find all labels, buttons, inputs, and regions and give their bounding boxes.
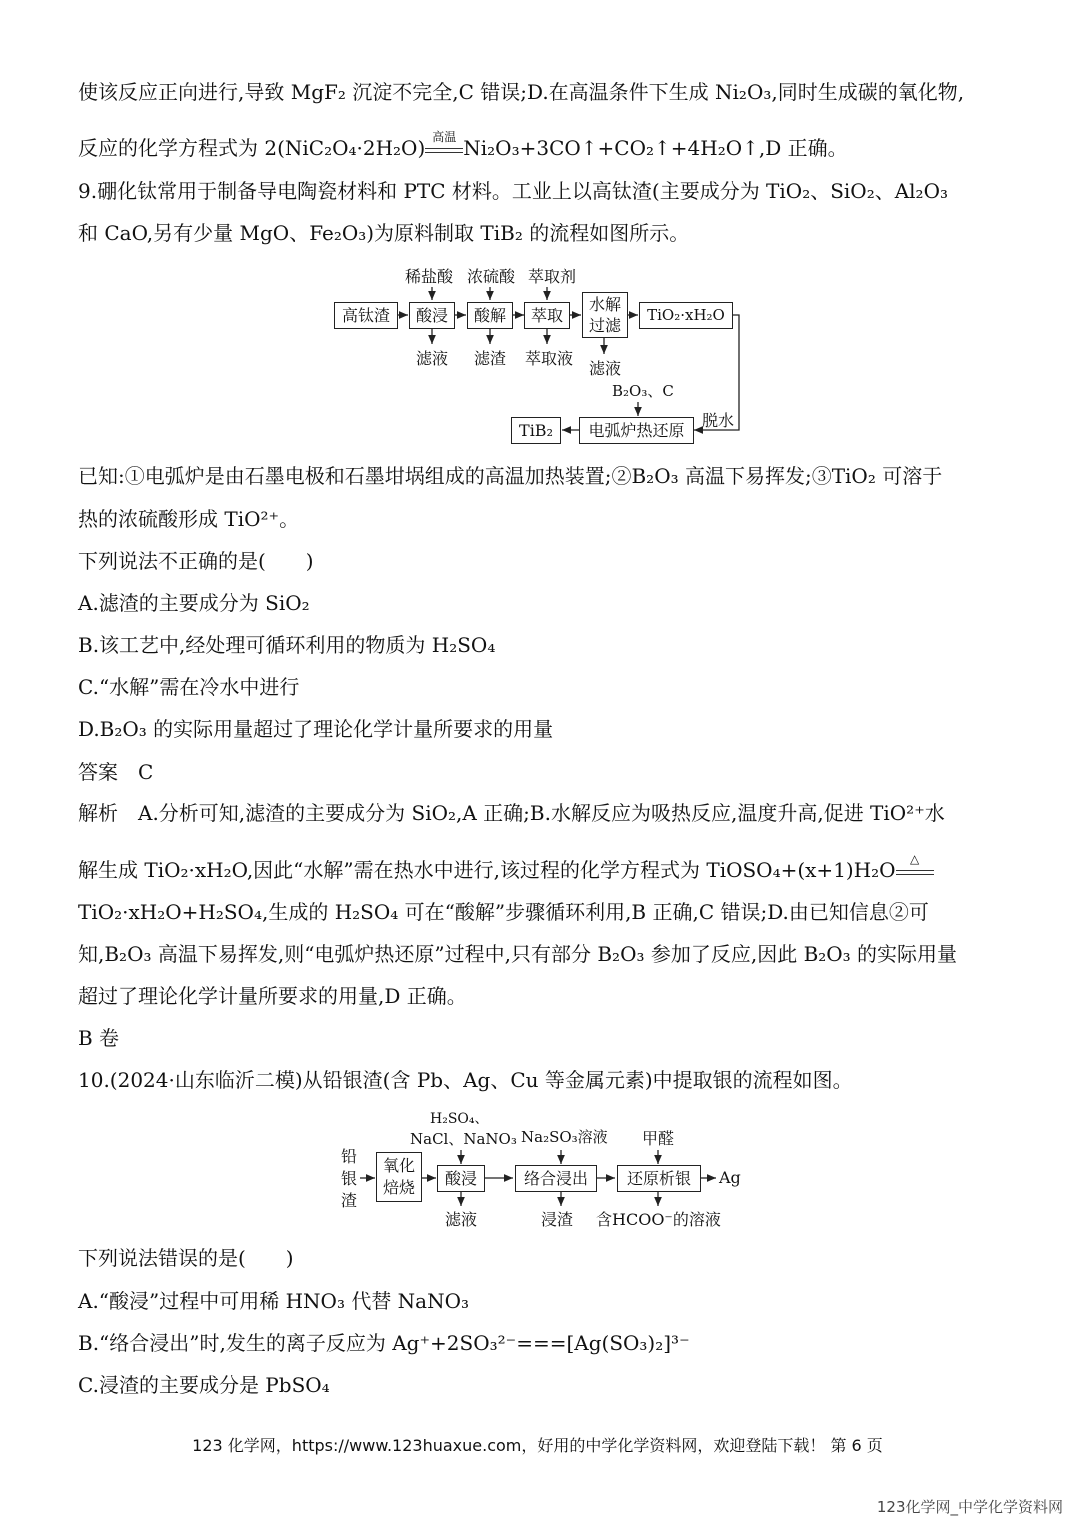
box-suanjin: 酸浸 (437, 1165, 485, 1192)
box-yanghua-beishao: 氧化焙烧 (376, 1152, 422, 1202)
box-dianhulu-rehuanyuan: 电弧炉热还原 (579, 417, 694, 444)
option-c: C.浸渣的主要成分是 PbSO₄ (78, 1373, 330, 1397)
side-label: 脱水 (702, 411, 735, 430)
option-b: B.“络合浸出”时,发生的离子反应为 Ag⁺+2SO₃²⁻===[Ag(SO₃)₂]³⁻ (78, 1331, 690, 1355)
page-footer: 123 化学网，https://www.123huaxue.com，好用的中学化学资料网，欢迎登陆下载！ 第 6 页 (192, 1436, 883, 1455)
input-label: 萃取剂 (528, 267, 577, 286)
option-a: A.滤渣的主要成分为 SiO₂ (78, 591, 310, 615)
box-luohe-jinchu: 络合浸出 (515, 1165, 597, 1192)
known-info: 已知:①电弧炉是由石墨电极和石墨坩埚组成的高温加热装置;②B₂O₃ 高温下易挥发;③TiO₂ 可溶于 (78, 464, 943, 488)
text-line: 使该反应正向进行,导致 MgF₂ 沉淀不完全,C 错误;D.在高温条件下生成 Ni₂O₃,同时生成碳的氧化物, (78, 80, 965, 104)
input-label: 稀盐酸 (405, 267, 454, 286)
box-cuiqu: 萃取 (524, 302, 570, 329)
reaction-condition: 高温 (432, 129, 457, 144)
box-shuijie-guolv: 水解过滤 (582, 292, 628, 338)
question-stem: 9.硼化钛常用于制备导电陶瓷材料和 PTC 材料。工业上以高钛渣(主要成分为 TiO₂、SiO₂、Al₂O₃ (78, 179, 948, 203)
input-label: 甲醛 (642, 1129, 675, 1148)
box-gaotaizha: 高钛渣 (334, 302, 398, 329)
text-line: 和 CaO,另有少量 MgO、Fe₂O₃)为原料制取 TiB₂ 的流程如图所示。 (78, 221, 690, 245)
text-line: 热的浓硫酸形成 TiO²⁺。 (78, 507, 300, 531)
watermark: 123化学网_中学化学资料网 (876, 1498, 1063, 1516)
reaction-condition: △ (909, 851, 920, 866)
input-label: H₂SO₄、 (430, 1111, 489, 1127)
analysis: 知,B₂O₃ 高温下易挥发,则“电弧炉热还原”过程中,只有部分 B₂O₃ 参加了反应,因此 B₂O₃ 的实际用量 (78, 942, 958, 966)
section-title: B 卷 (78, 1026, 120, 1050)
analysis: TiO₂·xH₂O+H₂SO₄,生成的 H₂SO₄ 可在“酸解”步骤循环利用,B 正确,C 错误;D.由已知信息②可 (78, 900, 929, 924)
question-prompt: 下列说法不正确的是( ) (78, 549, 314, 573)
answer: 答案 C (78, 760, 154, 784)
output-label: 滤渣 (474, 349, 507, 368)
option-b: B.该工艺中,经处理可循环利用的物质为 H₂SO₄ (78, 633, 496, 657)
start-material: 铅银渣 (340, 1147, 357, 1210)
question-prompt: 下列说法错误的是( ) (78, 1246, 294, 1270)
question-stem: 10.(2024·山东临沂二模)从铅银渣(含 Pb、Ag、Cu 等金属元素)中提取银的流程如图。 (78, 1068, 853, 1092)
box-huanyuan-xiyin: 还原析银 (617, 1165, 701, 1192)
output-label: 浸渣 (541, 1210, 574, 1229)
option-c: C.“水解”需在冷水中进行 (78, 675, 300, 699)
flowchart-arrows (0, 0, 1075, 460)
equation-right: Ni₂O₃+3CO↑+CO₂↑+4H₂O↑,D 正确。 (463, 136, 848, 160)
equation-left: 解生成 TiO₂·xH₂O,因此“水解”需在热水中进行,该过程的化学方程式为 TiOSO₄+(x+1)H₂O (78, 858, 896, 882)
analysis: 解析 A.分析可知,滤渣的主要成分为 SiO₂,A 正确;B.水解反应为吸热反应,温度升高,促进 TiO²⁺水 (78, 801, 945, 825)
input-label: Na₂SO₃溶液 (521, 1128, 608, 1146)
input-label: B₂O₃、C (612, 382, 674, 400)
box-suanjie: 酸解 (467, 302, 513, 329)
option-d: D.B₂O₃ 的实际用量超过了理论化学计量所要求的用量 (78, 717, 554, 741)
box-tib2: TiB₂ (511, 417, 561, 444)
box-suanjin: 酸浸 (409, 302, 455, 329)
output-label: 含HCOO⁻的溶液 (596, 1210, 721, 1229)
product-label: Ag (719, 1168, 741, 1187)
option-a: A.“酸浸”过程中可用稀 HNO₃ 代替 NaNO₃ (78, 1289, 470, 1313)
output-label: 萃取液 (525, 349, 574, 368)
output-label: 滤液 (589, 359, 622, 378)
output-label: 滤液 (416, 349, 449, 368)
input-label: 浓硫酸 (467, 267, 516, 286)
equation-line (78, 851, 934, 884)
equation-left: 反应的化学方程式为 2(NiC₂O₄·2H₂O) (78, 136, 426, 160)
input-label: NaCl、NaNO₃ (410, 1130, 517, 1148)
output-label: 滤液 (445, 1210, 478, 1229)
box-tio2-xh2o: TiO₂·xH₂O (639, 302, 733, 329)
condition-equals-sign (896, 851, 934, 881)
analysis: 超过了理论化学计量所要求的用量,D 正确。 (78, 984, 467, 1008)
